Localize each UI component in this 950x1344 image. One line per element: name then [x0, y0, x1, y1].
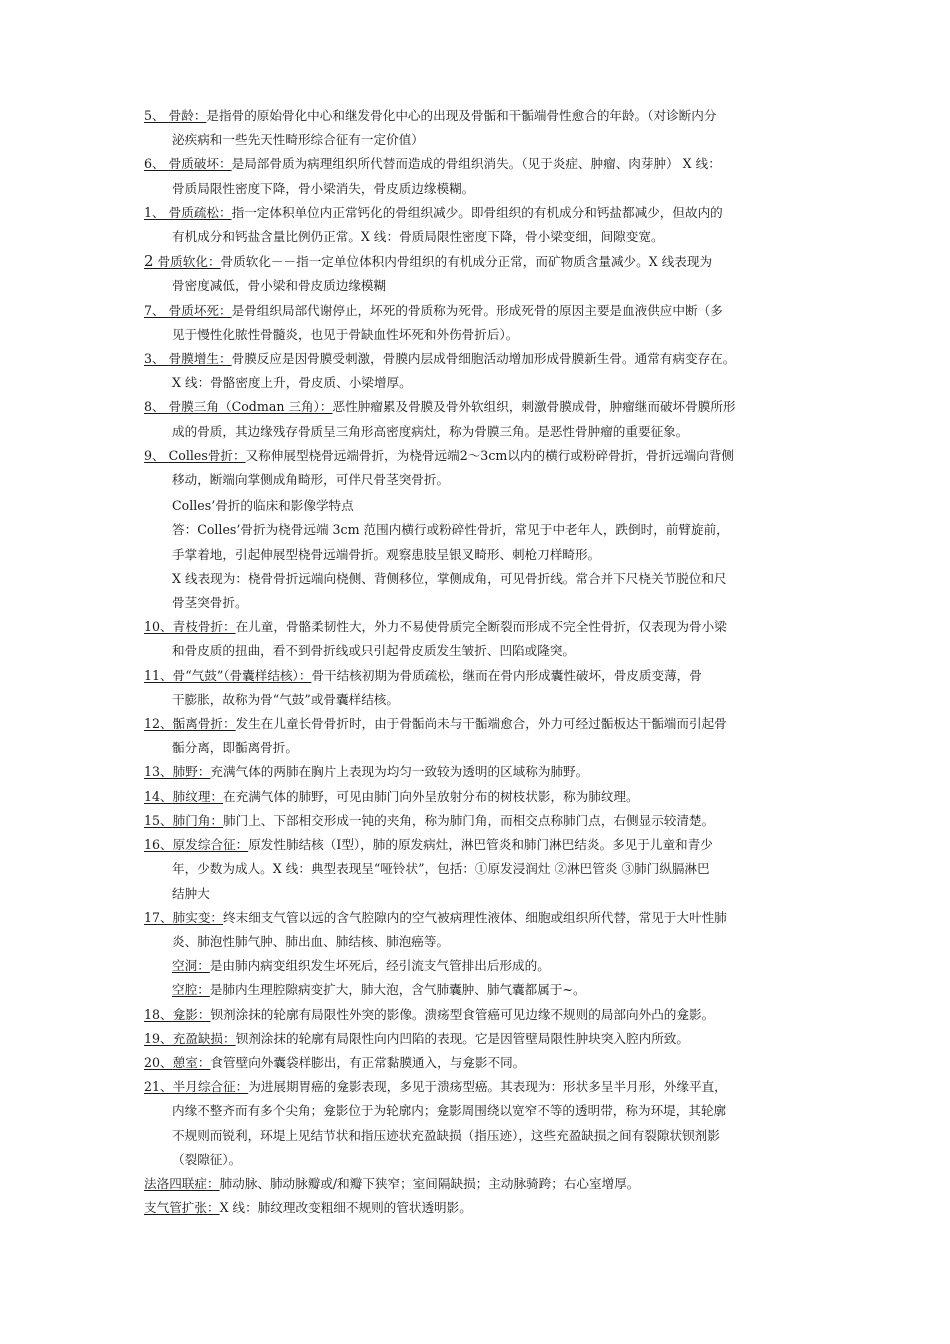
- entry-term: 龛影：: [172, 1006, 211, 1022]
- entry-term: 空腔：: [172, 982, 210, 998]
- entry-17: [144, 906, 824, 954]
- entry-text: 在充满气体的肺野，可见由肺门向外呈放射分布的树枝状影，称为肺纹理。: [223, 788, 639, 804]
- entry-number: 18、: [144, 1006, 173, 1022]
- entry-13: [144, 760, 824, 784]
- entry-14: [144, 785, 824, 809]
- entry-16: [144, 833, 824, 906]
- sub-entry-cavity: [144, 954, 824, 978]
- entry-text: 食管壁向外囊袋样膨出，有正常黏膜通入，与龛影不同。: [210, 1054, 526, 1070]
- sub-entry-cyst-space: [144, 978, 824, 1002]
- entry-term: 法洛四联症：: [144, 1175, 220, 1191]
- entry-term: 骨膜三角（Codman 三角）：: [168, 399, 333, 415]
- entry-term: 充盈缺损：: [172, 1030, 236, 1046]
- colles-answer-block: [144, 494, 824, 615]
- entry-term: 骨质疏松：: [168, 204, 232, 220]
- entry-text-cont: 见于慢性化脓性骨髓炎，也见于骨缺血性坏死和外伤骨折后）。: [172, 326, 519, 342]
- entry-text: 肺动脉、肺动脉瓣或/和瓣下狭窄；室间隔缺损；主动脉骑跨；右心室增厚。: [219, 1175, 640, 1191]
- entry-term: 憩室：: [172, 1054, 211, 1070]
- entry-text: 是肺内生理腔隙病变扩大，肺大泡，含气肺囊肿、肺气囊都属于~。: [209, 982, 586, 998]
- entry-term: 骨“气鼓”（骨囊样结核）：: [172, 667, 312, 683]
- entry-text-cont: 炎、肺泡性肺气肿、肺出血、肺结核、肺泡癌等。: [172, 933, 450, 949]
- entry-term: Colles骨折：: [168, 447, 246, 463]
- entry-1: [144, 201, 824, 249]
- entry-text: 恶性肿瘤累及骨膜及骨外软组织，刺激骨膜成骨，肿瘤继而破坏骨膜所形: [332, 399, 736, 415]
- entry-term: 青枝骨折：: [172, 619, 236, 635]
- entry-2: [144, 249, 824, 298]
- entry-text: X 线：肺纹理改变粗细不规则的管状透明影。: [219, 1200, 472, 1216]
- entry-term: 骨龄：: [168, 108, 207, 123]
- entry-6: [144, 152, 824, 200]
- entry-text: 肺门上、下部相交形成一钝的夹角，称为肺门角，而相交点称肺门点，右侧显示较清楚。: [223, 812, 715, 828]
- entry-text-cont: X 线：骨骼密度上升，骨皮质、小梁增厚。: [172, 375, 412, 391]
- entry-term: 肺纹理：: [172, 788, 223, 804]
- entry-10: [144, 615, 824, 663]
- entry-text: 原发性肺结核（Ⅰ型），肺的原发病灶，淋巴管炎和肺门淋巴结炎。多见于儿童和青少: [248, 837, 713, 853]
- entry-number: 19、: [144, 1030, 173, 1046]
- entry-term: 骨质软化：: [157, 254, 221, 270]
- entry-text: 是骨组织局部代谢停止，坏死的骨质称为死骨。形成死骨的原因主要是血液供应中断（多: [231, 302, 723, 318]
- entry-9: [144, 444, 824, 492]
- entry-text: 充满气体的两肺在胸片上表现为均匀一致较为透明的区域称为肺野。: [210, 764, 589, 780]
- entry-number: 7、: [144, 302, 165, 318]
- entry-11: [144, 664, 824, 712]
- entry-term: 骨膜增生：: [168, 351, 232, 367]
- entry-8: [144, 395, 824, 443]
- entry-text: 是局部骨质为病理组织所代替而造成的骨组织消失。（见于炎症、肿瘤、肉芽肿） X 线：: [231, 156, 721, 172]
- entry-text-cont: 骺分离，即骺离骨折。: [172, 740, 298, 756]
- entry-number: 10、: [144, 619, 173, 635]
- entry-number: 15、: [144, 812, 173, 828]
- entry-text-cont: 结肿大: [172, 885, 210, 901]
- entry-term: 肺实变：: [172, 909, 223, 925]
- entry-15: [144, 809, 824, 833]
- entry-text: 在儿童，骨骼柔韧性大，外力不易使骨质完全断裂而形成不完全性骨折，仅表现为骨小梁: [235, 619, 727, 635]
- entry-term: 原发综合征：: [172, 837, 249, 853]
- colles-answer-line: 手掌着地，引起伸展型桡骨远端骨折。观察患肢呈银叉畸形、刺枪刀样畸形。: [172, 546, 601, 562]
- entry-tetralogy-of-fallot: [144, 1172, 824, 1196]
- entry-text-cont: 内缘不整齐而有多个尖角；龛影位于为轮廓内；龛影周围绕以宽窄不等的透明带，称为环堤，其轮廓: [172, 1103, 727, 1119]
- entry-text: 发生在儿童长骨骨折时，由于骨骺尚未与干骺端愈合，外力可经过骺板达干骺端而引起骨: [235, 716, 727, 732]
- entry-text: 骨质软化－－指一定单位体积内骨组织的有机成分正常，而矿物质含量减少。X 线表现为: [220, 254, 713, 270]
- entry-12: [144, 712, 824, 760]
- entry-number: 6、: [144, 156, 165, 172]
- colles-answer-line: 答：Colles’骨折为桡骨远端 3cm 范围内横行或粉碎性骨折，常见于中老年人，跌倒时，前臂旋前，: [172, 522, 729, 538]
- entry-text-cont: 移动，断端向掌侧成角畸形，可伴尺骨茎突骨折。: [172, 472, 450, 488]
- entry-term: 半月综合征：: [172, 1079, 249, 1095]
- entry-text: 为进展期胃癌的龛影表现，多见于溃疡型癌。其表现为：形状多呈半月形，外缘平直，: [248, 1079, 727, 1095]
- entry-text-cont: 泌疾病和一些先天性畸形综合征有一定价值）: [172, 132, 424, 148]
- entry-term: 肺门角：: [172, 812, 223, 828]
- entry-number: 13、: [144, 764, 173, 780]
- entry-number: 8、: [144, 399, 165, 415]
- entry-text-cont: 不规则而锐利，环堤上见结节状和指压迹状充盈缺损（指压迹），这些充盈缺损之间有裂隙状钡剂影: [172, 1127, 720, 1143]
- entry-19: [144, 1027, 824, 1051]
- entry-number: 17、: [144, 909, 173, 925]
- entry-text: 是由肺内病变组织发生坏死后，经引流支气管排出后形成的。: [209, 958, 550, 974]
- entry-number: 5、: [144, 108, 165, 123]
- colles-question: Colles’骨折的临床和影像学特点: [172, 498, 354, 514]
- entry-text-cont: 有机成分和钙盐含量比例仍正常。X 线：骨质局限性密度下降，骨小梁变细，间隙变宽。: [172, 229, 664, 245]
- entry-text: 钡剂涂抹的轮廓有局限性外突的影像。溃疡型食管癌可见边缘不规则的局部向外凸的龛影。: [210, 1006, 715, 1022]
- entry-text: 指一定体积单位内正常钙化的骨组织减少。即骨组织的有机成分和钙盐都减少，但故内的: [231, 204, 723, 220]
- entry-number: 1、: [144, 204, 165, 220]
- entry-term: 肺野：: [172, 764, 211, 780]
- entry-number: 12、: [144, 716, 173, 732]
- colles-xray-line: X 线表现为：桡骨骨折远端向桡侧、背侧移位，掌侧成角，可见骨折线。常合并下尺桡关节脱位和尺: [172, 570, 727, 586]
- entry-number: 3、: [144, 351, 165, 367]
- entry-text-cont: 和骨皮质的扭曲，看不到骨折线或只引起骨皮质发生皱折、凹陷或隆突。: [172, 643, 575, 659]
- entry-text-cont: 骨密度减低，骨小梁和骨皮质边缘模糊: [172, 278, 387, 294]
- entry-5: [144, 104, 824, 152]
- entry-text-cont: 成的骨质，其边缘残存骨质呈三角形高密度病灶，称为骨膜三角。是恶性骨肿瘤的重要征象。: [172, 423, 689, 439]
- entry-text: 又称伸展型桡骨远端骨折，为桡骨远端2～3cm以内的横行或粉碎骨折，骨折远端向背侧: [245, 447, 735, 463]
- entry-text: 钡剂涂抹的轮廓有局限性向内凹陷的表现。它是因管壁局限性肿块突入腔内所致。: [235, 1030, 689, 1046]
- entry-number: 20、: [144, 1054, 173, 1070]
- entry-text: 是指骨的原始骨化中心和继发骨化中心的出现及骨骺和干骺端骨性愈合的年龄。（对诊断内分: [206, 108, 717, 123]
- entry-bronchiectasis: [144, 1196, 824, 1220]
- entry-number: 21、: [144, 1079, 173, 1095]
- entry-term: 骨质破坏：: [168, 156, 232, 172]
- colles-xray-line: 骨茎突骨折。: [172, 595, 248, 611]
- entry-text-cont: 年，少数为成人。X 线：典型表现呈“哑铃状”，包括：①原发浸润灶 ②淋巴管炎 ③肺门纵膈淋巴: [172, 861, 710, 877]
- entry-18: [144, 1003, 824, 1027]
- entry-text: 骨膜反应是因骨膜受刺激，骨膜内层成骨细胞活动增加形成骨膜新生骨。通常有病变存在。: [231, 351, 736, 367]
- entry-text-cont: （裂隙征）。: [172, 1151, 242, 1167]
- entry-text: 终末细支气管以远的含气腔隙内的空气被病理性液体、细胞或组织所代替，常见于大叶性肺: [223, 909, 727, 925]
- entry-20: [144, 1051, 824, 1075]
- entry-term: 支气管扩张：: [144, 1200, 220, 1216]
- entry-term: 骺离骨折：: [172, 716, 236, 732]
- entry-number: 16、: [144, 837, 173, 853]
- entry-term: 空洞：: [172, 958, 210, 974]
- document-page: [144, 104, 824, 1220]
- entry-number: 11、: [144, 667, 173, 683]
- entry-term: 骨质坏死：: [168, 302, 232, 318]
- entry-number: 2: [144, 252, 154, 271]
- entry-3: [144, 347, 824, 395]
- entry-21: [144, 1075, 824, 1172]
- entry-text: 骨干结核初期为骨质疏松，继而在骨内形成囊性破坏，骨皮质变薄，骨: [311, 667, 702, 683]
- entry-text-cont: 骨质局限性密度下降，骨小梁消失，骨皮质边缘模糊。: [172, 180, 475, 196]
- entry-number: 9、: [144, 447, 165, 463]
- entry-text-cont: 干膨胀，故称为骨“气鼓”或骨囊样结核。: [172, 691, 399, 707]
- entry-7: [144, 299, 824, 347]
- entry-number: 14、: [144, 788, 173, 804]
